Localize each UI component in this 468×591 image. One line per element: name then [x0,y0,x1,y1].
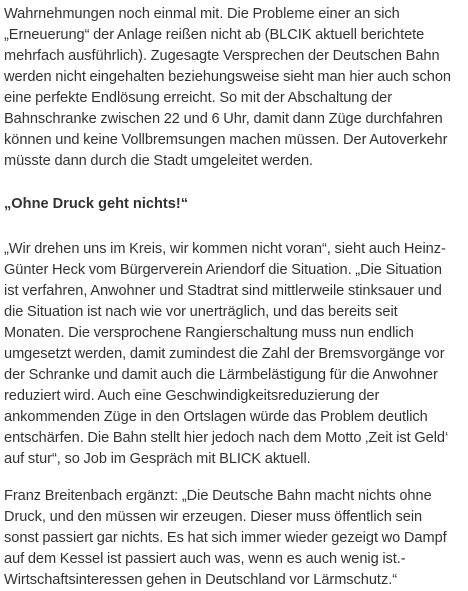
section-heading: „Ohne Druck geht nichts!“ [4,196,189,212]
article-paragraph: Franz Breitenbach ergänzt: „Die Deutsche Bahn macht nichts ohne Druck, und den müssen wir erzeugen. Dieser muss öffentlich sein sonst passiert gar nichts. Es hat sich immer wieder gezeigt wo Dampf auf dem Kessel ist passiert auch was, wenn es auch wenig ist.- Wirtschaftsinteressen gehen in Deutschland vor Lärmschutz.“ [4,488,447,588]
article-paragraph: „Wir drehen uns im Kreis, wir kommen nicht voran“, sieht auch Heinz-Günter Heck vom Bürgerverein Ariendorf die Situation. „Die Situation ist verfahren, Anwohner und Stadtrat sind mittlerweile stinksauer und die Situation ist nach wie vor unerträglich, und das bereits seit Monaten. Die versprochene Rangierschaltung muss nun endlich umgesetzt werden, damit zumindest die Zahl der Bremsvorgänge vor der Schranke und damit auch die Lärmbelästigung für die Anwohner reduziert wird. Auch eine Geschwindigkeitsreduzierung der ankommenden Züge in den Ortslagen würde das Problem deutlich entschärfen. Die Bahn stellt hier jedoch nach dem Motto ‚Zeit ist Geld‘ auf stur“, so Job im Gespräch mit BLICK aktuell. [4,241,449,467]
article-paragraph: Wahrnehmungen noch einmal mit. Die Probleme einer an sich „Erneuerung“ der Anlage reißen nicht ab (BLCIK aktuell berichtete mehrfach ausführlich). Zugesagte Versprechen der Deutschen Bahn werden nicht eingehalten beziehungsweise sieht man hier auch schon eine perfekte Endlösung erreicht. So mit der Abschaltung der Bahnschranke zwischen 22 und 6 Uhr, damit dann Züge durchfahren können und keine Vollbremsungen machen müssen. Der Autoverkehr müsste dann durch die Stadt umgeleitet werden. [4,6,451,169]
